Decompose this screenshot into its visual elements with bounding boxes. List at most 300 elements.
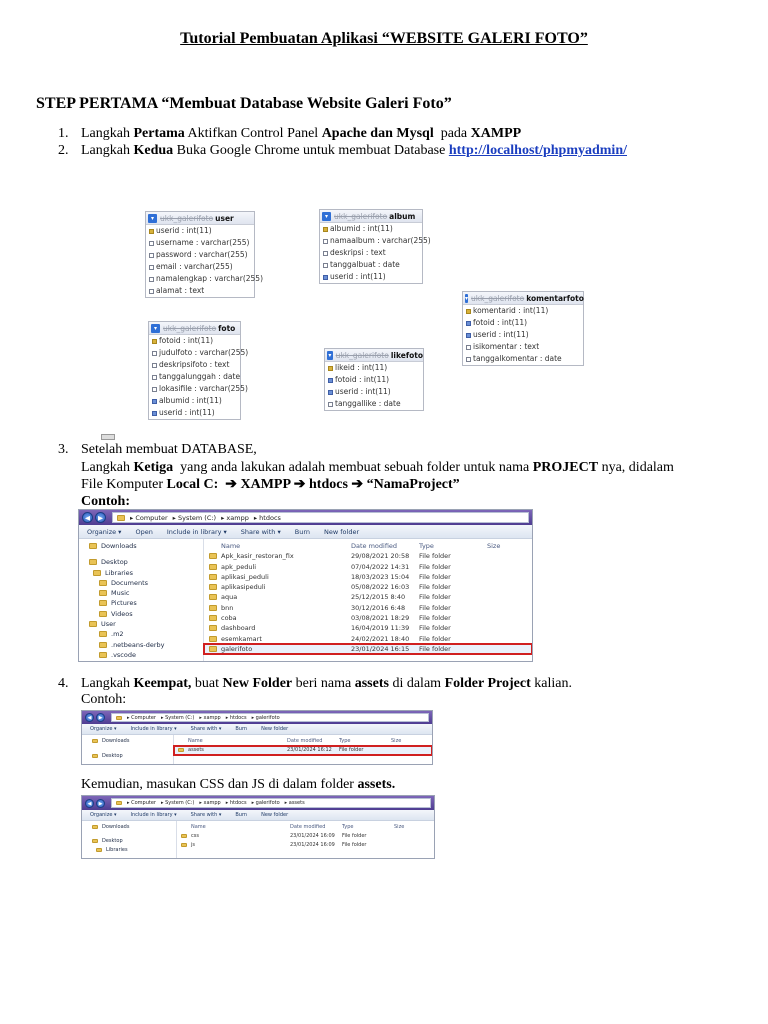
erd-column-text: tanggalkomentar : date <box>473 354 562 363</box>
back-button[interactable]: ◀ <box>82 512 93 523</box>
path-text: ➔ XAMPP ➔ htdocs ➔ “NamaProject” <box>218 477 460 492</box>
column-icon <box>152 351 157 356</box>
table-icon: ▾ <box>465 294 469 302</box>
erd-column-text: email : varchar(255) <box>156 262 233 271</box>
file-row[interactable] <box>204 603 532 613</box>
text: Langkah <box>81 676 134 691</box>
text: Langkah <box>81 460 134 475</box>
erd-table-name: user <box>215 213 234 223</box>
item-number: 1. <box>58 126 69 141</box>
table-icon: ▾ <box>328 351 332 359</box>
file-row[interactable] <box>204 634 532 644</box>
folder-icon <box>209 646 217 652</box>
small-image-icon <box>101 434 115 440</box>
folder-icon <box>209 584 217 590</box>
folder-icon <box>99 631 107 637</box>
erd-column-text: tanggalunggah : date <box>159 372 241 381</box>
folder-icon <box>209 636 217 642</box>
file-cell: File folder <box>419 552 451 561</box>
column-headers <box>177 823 434 832</box>
erd-db-name: ukk_galerifoto <box>160 213 214 223</box>
erd-column-text: namalengkap : varchar(255) <box>156 274 264 283</box>
file-cell: 23/01/2024 16:09 <box>290 833 335 839</box>
toolbar-button[interactable]: Organize ▾ <box>90 726 117 732</box>
text-bold: Folder Project <box>444 676 531 691</box>
step-heading: STEP PERTAMA “Membuat Database Website Galeri Foto” <box>36 95 452 112</box>
file-cell: File folder <box>419 572 451 581</box>
column-icon <box>152 363 157 368</box>
column-icon <box>466 345 471 350</box>
toolbar-button[interactable]: New folder <box>324 527 360 536</box>
folder-icon <box>209 564 217 570</box>
primary-key-icon <box>152 339 157 344</box>
file-row[interactable] <box>204 572 532 582</box>
column-icon <box>152 411 157 416</box>
column-icon <box>328 378 333 383</box>
erd-column-text: albumid : int(11) <box>330 224 393 233</box>
phpmyadmin-link[interactable]: http://localhost/phpmyadmin/ <box>448 143 627 158</box>
nav-item-label: .m2 <box>111 630 124 639</box>
text: Buka Google Chrome untuk membuat Database <box>173 143 449 158</box>
breadcrumb-item[interactable]: ▸ Computer <box>127 714 156 721</box>
file-cell: 23/01/2024 16:15 <box>351 644 410 653</box>
file-cell: File folder <box>339 747 364 753</box>
folder-icon <box>181 834 187 838</box>
text-bold: New Folder <box>222 676 293 691</box>
nav-item-label: Videos <box>111 609 133 618</box>
erd-db-name: ukk_galerifoto <box>335 350 389 360</box>
toolbar-button[interactable]: Burn <box>235 812 248 818</box>
file-row[interactable] <box>204 623 532 633</box>
erd-column-text: alamat : text <box>156 286 205 295</box>
erd-column-text: userid : int(11) <box>335 387 391 396</box>
explorer-assets-screenshot <box>81 795 435 859</box>
folder-icon <box>99 590 107 596</box>
erd-column-text: lokasifile : varchar(255) <box>159 384 248 393</box>
column-header[interactable]: Type <box>339 738 351 744</box>
breadcrumb[interactable] <box>111 798 431 808</box>
column-header[interactable]: Name <box>188 738 203 744</box>
folder-icon <box>92 825 98 829</box>
nav-item-pictures[interactable] <box>79 598 203 608</box>
file-cell: galerifoto <box>204 644 351 654</box>
file-cell: js <box>177 841 290 850</box>
toolbar-button[interactable]: Organize ▾ <box>87 527 122 536</box>
column-icon <box>323 275 328 280</box>
toolbar-button[interactable]: Share with ▾ <box>190 726 222 732</box>
text: Setelah membuat DATABASE, <box>81 442 257 457</box>
column-header[interactable]: Date modified <box>290 824 326 830</box>
primary-key-icon <box>149 229 154 234</box>
folder-icon <box>96 848 102 852</box>
erd-column <box>325 362 423 374</box>
table-icon: ▾ <box>151 324 160 333</box>
breadcrumb-item[interactable]: ▸ System (C:) <box>172 513 217 522</box>
text-bold: Apache dan Mysql <box>321 126 434 141</box>
file-cell: File folder <box>342 833 367 839</box>
breadcrumb-item[interactable]: ▸ System (C:) <box>160 800 195 806</box>
forward-button[interactable]: ▶ <box>96 713 105 722</box>
text: beri nama <box>292 676 355 691</box>
file-cell: File folder <box>419 583 451 592</box>
erd-column-text: judulfoto : varchar(255) <box>159 348 249 357</box>
erd-column-text: deskripsi : text <box>330 248 386 257</box>
erd-table-foto <box>148 321 249 420</box>
erd-column <box>320 271 422 283</box>
example-label: Contoh: <box>81 494 131 509</box>
erd-column <box>320 247 422 259</box>
file-row[interactable] <box>204 562 532 572</box>
folder-icon <box>209 594 217 600</box>
toolbar-button[interactable]: Organize ▾ <box>90 812 117 818</box>
folder-icon <box>89 559 97 565</box>
column-header[interactable]: Size <box>487 542 501 550</box>
file-cell: 29/08/2021 20:58 <box>351 552 410 561</box>
erd-column <box>325 386 423 398</box>
toolbar-button[interactable]: Burn <box>235 726 248 732</box>
erd-column-text: userid : int(11) <box>473 330 529 339</box>
breadcrumb-item[interactable]: ▸ Computer <box>127 800 156 806</box>
column-header[interactable]: Date modified <box>351 542 398 550</box>
file-list <box>204 539 532 662</box>
erd-table-name: likefoto <box>390 350 423 360</box>
erd-column <box>325 374 423 386</box>
folder-icon <box>209 615 217 621</box>
text-bold: Pertama <box>133 126 185 141</box>
toolbar-button[interactable]: New folder <box>261 812 289 818</box>
toolbar-button[interactable]: Include in library ▾ <box>130 726 177 732</box>
breadcrumb-item[interactable]: ▸ htdocs <box>225 800 247 806</box>
file-cell: 23/01/2024 16:12 <box>287 747 332 753</box>
erd-column <box>146 273 264 285</box>
erd-table-name: komentarfoto <box>526 293 584 303</box>
nav-item-desktop[interactable] <box>82 837 176 846</box>
nav-item-vscode[interactable] <box>79 650 203 660</box>
erd-table-user <box>145 211 264 298</box>
file-cell: 18/03/2023 15:04 <box>351 572 410 581</box>
file-cell: dashboard <box>204 623 351 633</box>
erd-column-text: likeid : int(11) <box>335 363 388 372</box>
erd-column-text: userid : int(11) <box>330 272 386 281</box>
breadcrumb[interactable] <box>111 713 429 722</box>
file-row[interactable] <box>204 592 532 602</box>
erd-column <box>149 383 248 395</box>
folder-icon <box>93 570 101 576</box>
panes <box>82 735 432 765</box>
back-button[interactable]: ◀ <box>85 799 94 808</box>
text: Kemudian, masukan CSS dan JS di dalam folder <box>81 777 358 792</box>
erd-column-text: isikomentar : text <box>473 342 540 351</box>
column-icon <box>323 263 328 268</box>
forward-button[interactable]: ▶ <box>96 799 105 808</box>
file-cell: 25/12/2015 8:40 <box>351 593 406 602</box>
folder-icon <box>209 605 217 611</box>
nav-item-label: Libraries <box>105 568 134 577</box>
toolbar-button[interactable]: Open <box>135 527 153 536</box>
folder-icon <box>116 716 122 720</box>
breadcrumb-item[interactable]: ▸ galerifoto <box>251 800 280 806</box>
column-icon <box>328 402 333 407</box>
text: Langkah <box>81 126 134 141</box>
folder-icon <box>209 574 217 580</box>
erd-column-text: namaalbum : varchar(255) <box>330 236 431 245</box>
breadcrumb-item[interactable]: ▸ galerifoto <box>251 714 280 721</box>
text-bold: Kedua <box>133 143 174 158</box>
breadcrumb-item[interactable]: ▸ System (C:) <box>160 714 195 721</box>
folder-icon <box>99 652 107 658</box>
erd-table-komentarfoto <box>462 291 584 366</box>
file-cell: 16/04/2019 11:39 <box>351 624 410 633</box>
text: yang anda lakukan adalah membuat sebuah folder untuk nama <box>173 460 533 475</box>
erd-column-text: komentarid : int(11) <box>473 306 549 315</box>
column-icon <box>466 357 471 362</box>
file-cell: aplikasi_peduli <box>204 572 351 582</box>
column-header[interactable]: Size <box>391 738 402 744</box>
column-header[interactable]: Size <box>394 824 405 830</box>
file-cell: 05/08/2022 16:03 <box>351 583 410 592</box>
erd-column <box>463 329 583 341</box>
primary-key-icon <box>328 366 333 371</box>
column-headers <box>174 737 432 746</box>
erd-table-name: foto <box>218 323 236 333</box>
folder-icon <box>92 739 98 743</box>
list-item-1 <box>58 125 521 142</box>
navigation-pane <box>82 735 174 765</box>
file-cell: 24/02/2021 18:40 <box>351 634 410 643</box>
file-cell: bnn <box>204 603 351 613</box>
column-header[interactable]: Type <box>342 824 354 830</box>
file-cell: 03/08/2021 18:29 <box>351 614 410 623</box>
column-header[interactable]: Type <box>419 542 434 550</box>
folder-icon <box>209 553 217 559</box>
nav-item-label: Downloads <box>102 738 130 744</box>
nav-item-downloads[interactable] <box>82 737 173 746</box>
toolbar <box>82 810 434 821</box>
nav-item-libraries[interactable] <box>79 568 203 578</box>
nav-item-netbeansderby[interactable] <box>79 640 203 650</box>
nav-item-user[interactable] <box>79 619 203 629</box>
column-icon <box>152 375 157 380</box>
item-number: 4. <box>58 676 69 691</box>
column-icon <box>152 387 157 392</box>
folder-icon <box>99 600 107 606</box>
file-row[interactable] <box>177 841 434 850</box>
file-list <box>174 735 432 765</box>
erd-column-text: albumid : int(11) <box>159 396 222 405</box>
file-cell: File folder <box>419 562 451 571</box>
erd-column <box>146 249 254 261</box>
breadcrumb-item[interactable]: ▸ xampp <box>221 513 249 522</box>
erd-column-text: userid : int(11) <box>156 226 212 235</box>
forward-button[interactable]: ▶ <box>95 512 106 523</box>
column-icon <box>149 253 154 258</box>
nav-item-libraries[interactable] <box>82 846 176 855</box>
column-header[interactable]: Name <box>221 542 241 550</box>
nav-item-music[interactable] <box>79 588 203 598</box>
erd-column <box>146 261 254 273</box>
text: kalian. <box>530 676 572 691</box>
erd-db-name: ukk_galerifoto <box>471 293 525 303</box>
list-item-2 <box>58 142 627 159</box>
breadcrumb-item[interactable]: ▸ xampp <box>199 800 221 806</box>
column-header[interactable]: Name <box>191 824 206 830</box>
file-row[interactable] <box>177 832 434 841</box>
erd-column-text: username : varchar(255) <box>156 238 250 247</box>
folder-icon <box>92 839 98 843</box>
nav-item-label: Desktop <box>102 753 123 759</box>
erd-column <box>320 235 431 247</box>
folder-icon <box>178 748 184 752</box>
primary-key-icon <box>466 309 471 314</box>
text-bold: XAMPP <box>470 126 522 141</box>
file-row[interactable] <box>204 551 532 561</box>
toolbar-button[interactable]: Include in library ▾ <box>130 812 177 818</box>
after-text <box>81 776 395 793</box>
navigation-pane <box>79 539 204 662</box>
folder-icon <box>181 843 187 847</box>
folder-icon <box>89 543 97 549</box>
erd-column <box>149 395 240 407</box>
erd-column <box>149 359 240 371</box>
nav-item-downloads[interactable] <box>79 541 203 551</box>
file-cell: File folder <box>419 624 451 633</box>
folder-icon <box>209 625 217 631</box>
erd-column-text: deskripsifoto : text <box>159 360 230 369</box>
nav-item-desktop[interactable] <box>82 752 173 761</box>
list-item-4 <box>58 675 572 692</box>
column-icon <box>328 390 333 395</box>
erd-column <box>149 371 240 383</box>
erd-column <box>463 341 583 353</box>
erd-column <box>463 317 583 329</box>
file-row[interactable] <box>204 582 532 592</box>
breadcrumb-item[interactable]: ▸ htdocs <box>253 513 281 522</box>
nav-item-label: .vscode <box>111 650 136 659</box>
file-cell: 23/01/2024 16:09 <box>290 842 335 848</box>
file-cell: File folder <box>419 644 451 653</box>
erd-column-text: userid : int(11) <box>159 408 215 417</box>
back-button[interactable]: ◀ <box>85 713 94 722</box>
nav-item-videos[interactable] <box>79 609 203 619</box>
example-label: Contoh: <box>81 692 127 707</box>
column-icon <box>152 399 157 404</box>
item-number: 3. <box>58 442 69 457</box>
toolbar-button[interactable]: New folder <box>261 726 289 732</box>
erd-table-album <box>319 209 431 284</box>
file-cell: 30/12/2016 6:48 <box>351 603 406 612</box>
erd-column <box>149 347 249 359</box>
erd-column-text: tanggallike : date <box>335 399 401 408</box>
navigation-pane <box>82 821 177 859</box>
text-bold: Local C: <box>166 477 219 492</box>
folder-icon <box>99 642 107 648</box>
file-cell: File folder <box>419 603 451 612</box>
panes <box>79 539 532 662</box>
text-bold: PROJECT <box>532 460 599 475</box>
toolbar-button[interactable]: Burn <box>294 527 311 536</box>
nav-item-m2[interactable] <box>79 629 203 639</box>
file-cell: 07/04/2022 14:31 <box>351 562 410 571</box>
file-list <box>177 821 434 859</box>
erd-column <box>149 407 240 419</box>
file-row[interactable] <box>204 613 532 623</box>
column-icon <box>466 321 471 326</box>
text-bold: Ketiga <box>133 460 174 475</box>
text-bold: Keempat, <box>133 676 192 691</box>
nav-item-label: Downloads <box>102 824 130 830</box>
text-bold: assets <box>354 676 389 691</box>
text: File Komputer <box>81 477 167 492</box>
panes <box>82 821 434 859</box>
folder-icon <box>89 621 97 627</box>
text: Langkah <box>81 143 134 158</box>
column-icon <box>149 277 154 282</box>
item-number: 2. <box>58 143 69 158</box>
nav-item-label: Downloads <box>101 542 137 550</box>
file-row[interactable] <box>204 644 532 654</box>
list-item-3 <box>58 441 257 458</box>
nav-item-downloads[interactable] <box>82 823 176 832</box>
breadcrumb-item[interactable]: ▸ xampp <box>199 714 221 721</box>
file-cell: File folder <box>342 842 367 848</box>
table-icon: ▾ <box>322 212 331 221</box>
erd-column-text: tanggalbuat : date <box>330 260 400 269</box>
folder-icon <box>99 611 107 617</box>
folder-icon <box>116 801 122 805</box>
file-row[interactable] <box>174 746 432 755</box>
erd-db-name: ukk_galerifoto <box>163 323 217 333</box>
explorer-htdocs-screenshot <box>78 509 533 662</box>
address-bar <box>82 711 432 724</box>
nav-item-label: Libraries <box>106 847 128 853</box>
nav-item-label: Desktop <box>101 558 128 567</box>
toolbar <box>82 724 432 735</box>
column-icon <box>466 333 471 338</box>
nav-item-label: Documents <box>111 578 149 587</box>
erd-column <box>320 223 422 235</box>
erd-table-likefoto <box>324 348 424 411</box>
breadcrumb-item[interactable]: ▸ assets <box>284 800 305 806</box>
erd-column <box>146 225 254 237</box>
breadcrumb-item[interactable]: ▸ htdocs <box>225 714 247 721</box>
file-cell: coba <box>204 613 351 623</box>
address-bar <box>79 510 532 525</box>
column-icon <box>149 265 154 270</box>
item-3-line-2 <box>81 459 674 476</box>
text: nya, didalam <box>598 460 674 475</box>
file-cell: css <box>177 832 290 841</box>
nav-item-desktop[interactable] <box>79 557 203 567</box>
breadcrumb[interactable] <box>112 512 529 523</box>
table-icon: ▾ <box>148 214 157 223</box>
erd-db-name: ukk_galerifoto <box>334 211 388 221</box>
nav-item-documents[interactable] <box>79 578 203 588</box>
text: pada <box>433 126 471 141</box>
file-cell: aqua <box>204 592 351 602</box>
document-title: Tutorial Pembuatan Aplikasi “WEBSITE GALERI FOTO” <box>180 30 588 47</box>
toolbar-button[interactable]: Share with ▾ <box>240 527 281 536</box>
erd-column-text: password : varchar(255) <box>156 250 248 259</box>
file-cell: File folder <box>419 593 451 602</box>
erd-column <box>146 237 254 249</box>
toolbar-button[interactable]: Share with ▾ <box>190 812 222 818</box>
column-header[interactable]: Date modified <box>287 738 323 744</box>
file-cell: Apk_kasir_restoran_fix <box>204 551 351 561</box>
folder-icon <box>117 515 125 521</box>
toolbar-button[interactable]: Include in library ▾ <box>166 527 227 536</box>
text: buat <box>191 676 223 691</box>
breadcrumb-item[interactable]: ▸ Computer <box>130 513 168 522</box>
